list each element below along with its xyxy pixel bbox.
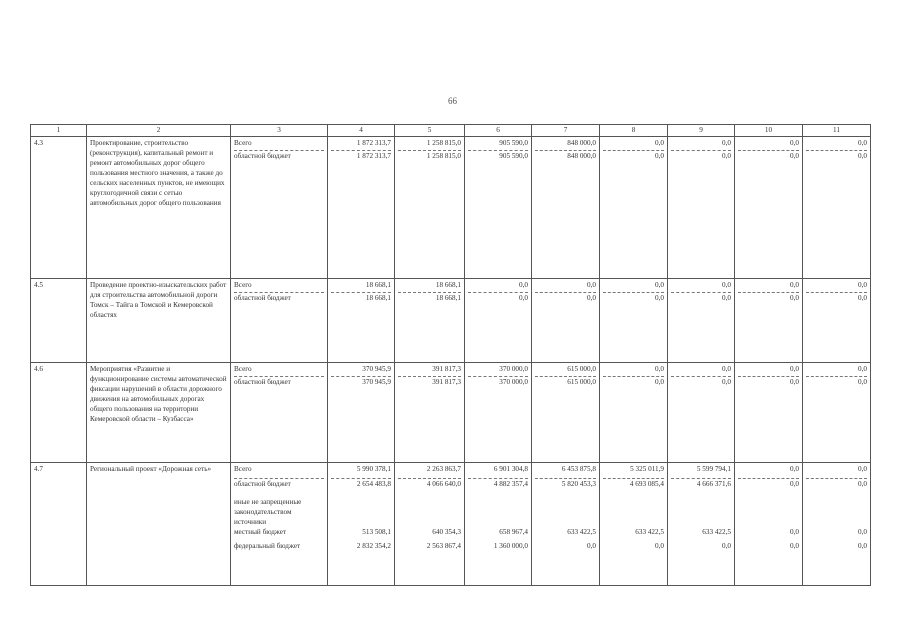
funding-source: Всего	[234, 139, 252, 147]
value-cell	[600, 363, 668, 463]
value: 370 945,9	[331, 376, 391, 387]
value-cell	[803, 137, 871, 279]
funding-source-cell	[231, 363, 328, 463]
value: 2 654 483,8	[331, 478, 391, 493]
budget-table	[30, 124, 871, 586]
value: 633 422,5	[635, 528, 664, 536]
value: 5 820 453,3	[535, 478, 596, 493]
funding-source: местный бюджет	[234, 528, 287, 536]
value: 391 817,3	[432, 365, 461, 373]
value: 0,0	[738, 376, 799, 387]
value-cell	[532, 463, 600, 586]
value: 0,0	[738, 478, 799, 493]
value-cell	[600, 137, 668, 279]
value: 633 422,5	[567, 528, 596, 536]
value: 2 263 863,7	[426, 465, 461, 473]
value: 640 354,3	[432, 528, 461, 536]
value: 0,0	[806, 376, 867, 387]
value-cell	[328, 363, 395, 463]
column-header: 10	[735, 125, 803, 137]
table-row	[31, 463, 871, 586]
value: 391 817,3	[398, 376, 461, 387]
value-cell	[328, 279, 395, 363]
value: 18 668,1	[365, 281, 391, 289]
value: 633 422,5	[702, 528, 731, 536]
value-cell	[532, 279, 600, 363]
column-header: 2	[87, 125, 231, 137]
value	[603, 497, 664, 527]
value: 0,0	[806, 292, 867, 303]
value: 0,0	[655, 281, 664, 289]
value: 0,0	[806, 150, 867, 161]
value-cell	[395, 463, 465, 586]
value: 0,0	[790, 465, 799, 473]
value: 0,0	[806, 478, 867, 493]
value: 0,0	[790, 139, 799, 147]
value: 905 590,0	[468, 150, 528, 161]
row-code: 4.5	[31, 279, 87, 363]
value: 370 000,0	[468, 376, 528, 387]
table-row	[31, 279, 871, 363]
value-cell	[803, 463, 871, 586]
value: 0,0	[671, 292, 731, 303]
column-header: 7	[532, 125, 600, 137]
value-cell	[465, 279, 532, 363]
value: 4 666 371,6	[671, 478, 731, 493]
value: 2 832 354,2	[356, 542, 391, 550]
funding-source: областной бюджет	[234, 478, 324, 493]
value	[468, 497, 528, 527]
value-cell	[600, 463, 668, 586]
row-name: Проектирование, строительство (реконструкция), капитальный ремонт и ремонт автомобильных дорог общего пользования местного значения, а также до сельских населенных пунктов, не имеющих круглогодичной связи с сетью автомобильных дорог общего пользования	[87, 137, 231, 279]
value-cell	[395, 279, 465, 363]
value: 0,0	[722, 542, 731, 550]
value-cell	[465, 137, 532, 279]
value: 4 882 357,4	[468, 478, 528, 493]
value-cell	[803, 363, 871, 463]
funding-source: Всего	[234, 465, 252, 473]
value-cell	[735, 279, 803, 363]
funding-source: федеральный бюджет	[234, 542, 301, 550]
value: 6 901 304,8	[493, 465, 528, 473]
row-code: 4.7	[31, 463, 87, 586]
value: 1 258 815,0	[426, 139, 461, 147]
value: 1 360 000,0	[493, 542, 528, 550]
table-row	[31, 137, 871, 279]
value-cell	[735, 363, 803, 463]
value: 0,0	[655, 365, 664, 373]
column-header: 8	[600, 125, 668, 137]
value: 2 563 867,4	[426, 542, 461, 550]
value: 0,0	[655, 542, 664, 550]
value	[738, 497, 799, 527]
value-cell	[395, 363, 465, 463]
column-header: 11	[803, 125, 871, 137]
value	[806, 497, 867, 527]
value: 0,0	[671, 376, 731, 387]
value-cell	[668, 463, 735, 586]
value: 370 000,0	[499, 365, 528, 373]
value: 905 590,0	[499, 139, 528, 147]
value: 18 668,1	[331, 292, 391, 303]
value: 0,0	[587, 281, 596, 289]
value-cell	[668, 137, 735, 279]
value-cell	[328, 463, 395, 586]
column-header: 4	[328, 125, 395, 137]
value-cell	[600, 279, 668, 363]
value: 0,0	[738, 150, 799, 161]
funding-source-cell	[231, 463, 328, 586]
funding-source: иные не запрещенные законодательством источники	[234, 498, 302, 526]
funding-source: областной бюджет	[234, 292, 324, 303]
funding-source: Всего	[234, 281, 252, 289]
value: 513 508,1	[362, 528, 391, 536]
value: 0,0	[722, 365, 731, 373]
value-cell	[803, 279, 871, 363]
value: 0,0	[790, 365, 799, 373]
value: 848 000,0	[567, 139, 596, 147]
value: 1 872 313,7	[331, 150, 391, 161]
value: 6 453 875,8	[561, 465, 596, 473]
value: 0,0	[519, 281, 528, 289]
value: 0,0	[858, 528, 867, 536]
value: 0,0	[535, 292, 596, 303]
value: 0,0	[858, 281, 867, 289]
value: 0,0	[858, 542, 867, 550]
value-cell	[532, 137, 600, 279]
value: 18 668,1	[398, 292, 461, 303]
value: 0,0	[858, 365, 867, 373]
value	[331, 497, 391, 527]
value: 615 000,0	[567, 365, 596, 373]
funding-source: Всего	[234, 365, 252, 373]
funding-source-cell	[231, 279, 328, 363]
row-name: Проведение проектно-изыскательских работ для строительства автомобильной дороги Томск – Тайга в Томской и Кемеровской областях	[87, 279, 231, 363]
value-cell	[532, 363, 600, 463]
value: 1 258 815,0	[398, 150, 461, 161]
value: 0,0	[587, 542, 596, 550]
value: 0,0	[603, 150, 664, 161]
column-header: 1	[31, 125, 87, 137]
row-name: Мероприятия «Развитие и функционирование системы автоматической фиксации нарушений в области дорожного движения на автомобильных дорогах общего пользования на территории Кемеровской области – Кузбасса»	[87, 363, 231, 463]
funding-source: областной бюджет	[234, 150, 324, 161]
value	[671, 497, 731, 527]
value-cell	[328, 137, 395, 279]
page-number: 66	[448, 96, 457, 106]
value-cell	[735, 137, 803, 279]
value: 0,0	[603, 292, 664, 303]
value-cell	[735, 463, 803, 586]
value: 5 325 011,9	[630, 465, 664, 473]
value	[535, 497, 596, 527]
column-header: 5	[395, 125, 465, 137]
value: 0,0	[603, 376, 664, 387]
table-body	[31, 137, 871, 586]
row-name: Региональный проект «Дорожная сеть»	[87, 463, 231, 586]
value: 18 668,1	[435, 281, 461, 289]
value: 0,0	[858, 465, 867, 473]
value: 0,0	[722, 139, 731, 147]
value: 4 693 085,4	[603, 478, 664, 493]
value	[398, 497, 461, 527]
row-code: 4.3	[31, 137, 87, 279]
value: 0,0	[722, 281, 731, 289]
funding-source-cell	[231, 137, 328, 279]
value: 0,0	[655, 139, 664, 147]
value: 0,0	[738, 292, 799, 303]
value: 0,0	[858, 139, 867, 147]
value-cell	[465, 463, 532, 586]
value-cell	[395, 137, 465, 279]
column-header: 9	[668, 125, 735, 137]
value: 370 945,9	[362, 365, 391, 373]
value-cell	[668, 363, 735, 463]
value: 0,0	[671, 150, 731, 161]
value: 4 066 640,0	[398, 478, 461, 493]
value-cell	[465, 363, 532, 463]
value: 0,0	[790, 542, 799, 550]
table-row	[31, 363, 871, 463]
value: 0,0	[790, 281, 799, 289]
header-row	[31, 125, 871, 137]
column-header: 6	[465, 125, 532, 137]
value: 1 872 313,7	[356, 139, 391, 147]
value-cell	[668, 279, 735, 363]
value: 658 967,4	[499, 528, 528, 536]
value: 5 599 794,1	[696, 465, 731, 473]
row-code: 4.6	[31, 363, 87, 463]
value: 848 000,0	[535, 150, 596, 161]
value: 615 000,0	[535, 376, 596, 387]
funding-source: областной бюджет	[234, 376, 324, 387]
value: 0,0	[790, 528, 799, 536]
value: 5 990 378,1	[356, 465, 391, 473]
column-header: 3	[231, 125, 328, 137]
value: 0,0	[468, 292, 528, 303]
